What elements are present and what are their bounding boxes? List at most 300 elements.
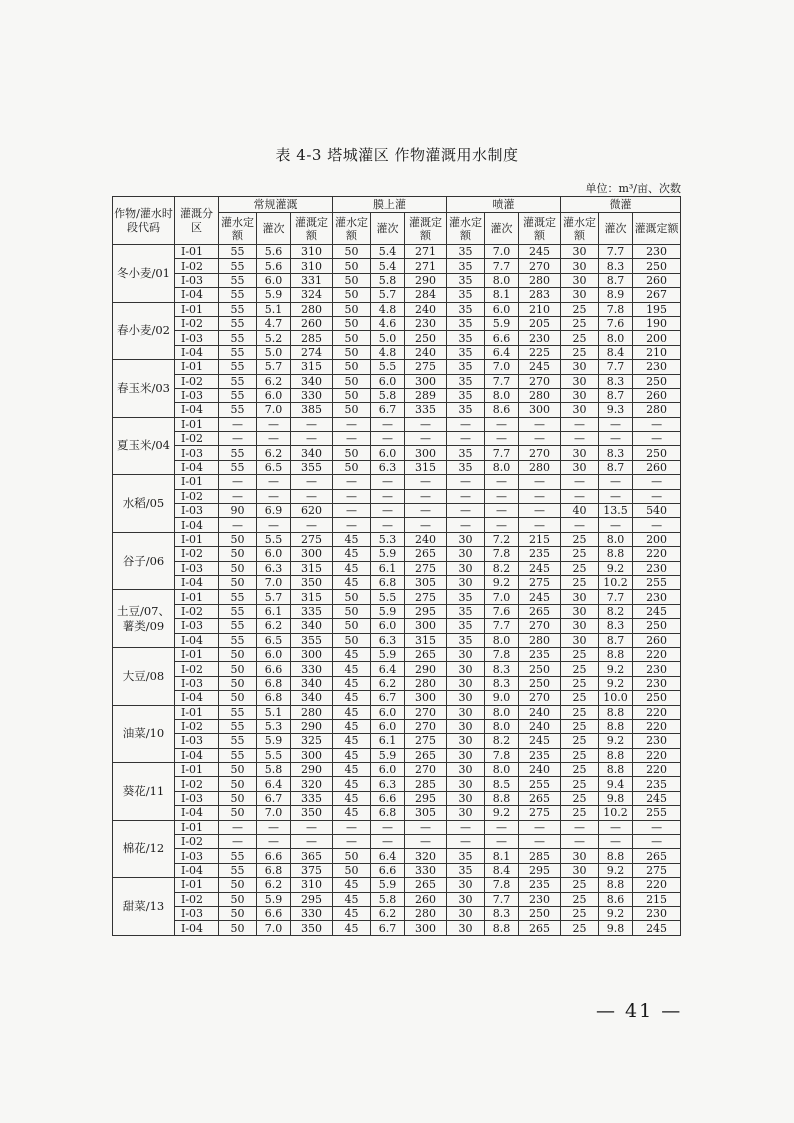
zone-cell: Ⅰ-04 [175,921,219,935]
table-row [113,906,681,920]
value-cell: 25 [561,878,599,892]
value-cell: 4.8 [371,345,405,359]
value-cell: 30 [561,590,599,604]
zone-cell: Ⅰ-02 [175,316,219,330]
value-cell: 6.4 [257,777,291,791]
value-cell: 7.8 [485,547,519,561]
value-cell: 274 [291,345,333,359]
value-cell: 35 [447,590,485,604]
header-sub: 灌溉定额 [519,213,561,245]
value-cell: — [485,417,519,431]
value-cell: — [519,504,561,518]
value-cell: 245 [633,791,681,805]
value-cell: 8.3 [599,619,633,633]
value-cell: 331 [291,273,333,287]
value-cell: 300 [291,647,333,661]
value-cell: 220 [633,748,681,762]
value-cell: 30 [447,662,485,676]
value-cell: 265 [519,921,561,935]
value-cell: 9.2 [599,734,633,748]
value-cell: 8.0 [485,633,519,647]
value-cell: — [291,475,333,489]
value-cell: — [333,820,371,834]
value-cell: 55 [219,388,257,402]
value-cell: 355 [291,633,333,647]
value-cell: 50 [333,273,371,287]
value-cell: 260 [633,460,681,474]
value-cell: — [599,835,633,849]
value-cell: 5.4 [371,245,405,259]
table-row [113,676,681,690]
value-cell: — [333,475,371,489]
value-cell: 280 [519,460,561,474]
value-cell: — [371,432,405,446]
zone-cell: Ⅰ-04 [175,691,219,705]
value-cell: 275 [633,863,681,877]
value-cell: 9.2 [599,906,633,920]
value-cell: 235 [519,547,561,561]
table-row [113,561,681,575]
value-cell: — [519,489,561,503]
zone-cell: Ⅰ-03 [175,734,219,748]
value-cell: 8.8 [599,547,633,561]
value-cell: 250 [519,906,561,920]
value-cell: 6.0 [485,302,519,316]
value-cell: 55 [219,633,257,647]
value-cell: 295 [405,604,447,618]
value-cell: 45 [333,575,371,589]
value-cell: 250 [633,691,681,705]
value-cell: 5.8 [371,892,405,906]
value-cell: 315 [291,360,333,374]
value-cell: 6.2 [257,374,291,388]
value-cell: — [405,432,447,446]
value-cell: 375 [291,863,333,877]
value-cell: 270 [405,763,447,777]
value-cell: 8.0 [485,273,519,287]
value-cell: — [519,417,561,431]
value-cell: 35 [447,604,485,618]
value-cell: 35 [447,316,485,330]
value-cell: — [291,820,333,834]
table-row [113,547,681,561]
crop-name: 冬小麦/01 [113,245,175,303]
value-cell: 6.0 [371,446,405,460]
table-row [113,245,681,259]
zone-cell: Ⅰ-01 [175,763,219,777]
value-cell: 8.2 [599,604,633,618]
value-cell: 8.3 [485,906,519,920]
zone-cell: Ⅰ-03 [175,906,219,920]
value-cell: 45 [333,676,371,690]
value-cell: 245 [519,561,561,575]
zone-cell: Ⅰ-01 [175,475,219,489]
value-cell: 5.5 [371,590,405,604]
value-cell: 45 [333,806,371,820]
value-cell: 55 [219,259,257,273]
zone-cell: Ⅰ-04 [175,806,219,820]
table-row [113,633,681,647]
value-cell: 30 [561,388,599,402]
value-cell: 6.8 [371,806,405,820]
table-row [113,374,681,388]
value-cell: 30 [561,619,599,633]
value-cell: 5.1 [257,705,291,719]
value-cell: 220 [633,547,681,561]
value-cell: 270 [405,705,447,719]
value-cell: 300 [519,403,561,417]
table-row [113,345,681,359]
value-cell: — [291,417,333,431]
value-cell: 8.4 [485,863,519,877]
value-cell: 30 [561,460,599,474]
value-cell: 35 [447,460,485,474]
value-cell: 55 [219,302,257,316]
value-cell: 50 [333,590,371,604]
value-cell: 8.1 [485,849,519,863]
value-cell: — [219,835,257,849]
value-cell: 280 [519,633,561,647]
value-cell: 25 [561,532,599,546]
value-cell: 8.7 [599,273,633,287]
value-cell: — [519,835,561,849]
value-cell: 8.8 [599,849,633,863]
value-cell: 55 [219,331,257,345]
value-cell: 270 [519,446,561,460]
value-cell: 25 [561,719,599,733]
value-cell: 45 [333,647,371,661]
value-cell: — [257,518,291,532]
value-cell: 230 [633,906,681,920]
zone-cell: Ⅰ-01 [175,532,219,546]
value-cell: 30 [447,892,485,906]
table-row [113,575,681,589]
value-cell: — [257,820,291,834]
value-cell: 230 [519,892,561,906]
table-row [113,532,681,546]
value-cell: 35 [447,863,485,877]
value-cell: 6.2 [371,906,405,920]
crop-name: 夏玉米/04 [113,417,175,475]
value-cell: 45 [333,705,371,719]
value-cell: 35 [447,345,485,359]
value-cell: 5.5 [257,748,291,762]
value-cell: — [405,504,447,518]
value-cell: 5.5 [257,532,291,546]
value-cell: — [405,835,447,849]
value-cell: 300 [291,547,333,561]
value-cell: 9.4 [599,777,633,791]
crop-name: 油菜/10 [113,705,175,763]
value-cell: 8.1 [485,288,519,302]
value-cell: 6.7 [371,691,405,705]
value-cell: 5.1 [257,302,291,316]
value-cell: 355 [291,460,333,474]
value-cell: 275 [519,806,561,820]
value-cell: 25 [561,316,599,330]
value-cell: 315 [291,590,333,604]
zone-cell: Ⅰ-03 [175,561,219,575]
value-cell: 215 [633,892,681,906]
value-cell: — [485,475,519,489]
value-cell: 8.0 [485,460,519,474]
value-cell: 30 [447,676,485,690]
value-cell: 55 [219,245,257,259]
table-row [113,835,681,849]
value-cell: 6.0 [257,647,291,661]
value-cell: 230 [633,590,681,604]
value-cell: 6.0 [371,374,405,388]
value-cell: 7.0 [485,245,519,259]
value-cell: 50 [219,878,257,892]
value-cell: 50 [333,374,371,388]
value-cell: 300 [405,446,447,460]
value-cell: 5.6 [257,245,291,259]
value-cell: — [257,417,291,431]
value-cell: 7.7 [599,245,633,259]
value-cell: 30 [447,906,485,920]
value-cell: 35 [447,374,485,388]
zone-cell: Ⅰ-01 [175,878,219,892]
value-cell: 25 [561,345,599,359]
value-cell: 30 [447,806,485,820]
value-cell: 315 [405,633,447,647]
value-cell: 5.8 [371,273,405,287]
value-cell: 9.2 [599,676,633,690]
value-cell: 265 [405,547,447,561]
value-cell: 190 [633,316,681,330]
value-cell: 7.7 [485,892,519,906]
value-cell: 350 [291,806,333,820]
value-cell: 9.2 [599,863,633,877]
value-cell: 25 [561,705,599,719]
value-cell: 8.5 [485,777,519,791]
value-cell: 30 [561,245,599,259]
value-cell: 280 [291,302,333,316]
value-cell: 284 [405,288,447,302]
table-row [113,878,681,892]
table-row [113,604,681,618]
value-cell: 55 [219,360,257,374]
zone-cell: Ⅰ-04 [175,518,219,532]
value-cell: 55 [219,734,257,748]
value-cell: 260 [633,633,681,647]
table-row [113,763,681,777]
header-group-micro: 微灌 [561,197,681,213]
table-row [113,662,681,676]
value-cell: 280 [405,906,447,920]
value-cell: 25 [561,547,599,561]
value-cell: 50 [219,791,257,805]
value-cell: 340 [291,619,333,633]
value-cell: 35 [447,288,485,302]
value-cell: 30 [447,748,485,762]
value-cell: 265 [405,748,447,762]
value-cell: 8.6 [485,403,519,417]
value-cell: 6.4 [485,345,519,359]
value-cell: 6.7 [257,791,291,805]
value-cell: 255 [633,806,681,820]
value-cell: 8.3 [599,259,633,273]
value-cell: 6.8 [371,575,405,589]
value-cell: 30 [561,288,599,302]
value-cell: 45 [333,547,371,561]
value-cell: 245 [519,360,561,374]
header-sub: 灌水定额 [447,213,485,245]
value-cell: 8.2 [485,734,519,748]
value-cell: 6.3 [257,561,291,575]
value-cell: 50 [219,921,257,935]
zone-cell: Ⅰ-01 [175,245,219,259]
value-cell: — [519,475,561,489]
value-cell: 250 [633,446,681,460]
crop-name: 葵花/11 [113,763,175,821]
value-cell: 8.0 [485,763,519,777]
value-cell: 35 [447,273,485,287]
value-cell: 7.7 [599,360,633,374]
zone-cell: Ⅰ-01 [175,360,219,374]
table-row [113,475,681,489]
value-cell: 335 [291,604,333,618]
value-cell: 8.0 [599,532,633,546]
value-cell: 340 [291,374,333,388]
value-cell: 5.7 [257,590,291,604]
header-crop: 作物/灌水时段代码 [113,197,175,245]
value-cell: — [371,518,405,532]
zone-cell: Ⅰ-02 [175,489,219,503]
value-cell: 6.5 [257,460,291,474]
value-cell: 6.0 [257,273,291,287]
value-cell: — [561,835,599,849]
value-cell: 55 [219,604,257,618]
value-cell: — [405,417,447,431]
value-cell: 300 [405,691,447,705]
value-cell: 50 [333,633,371,647]
value-cell: 260 [633,388,681,402]
value-cell: — [447,504,485,518]
value-cell: — [599,489,633,503]
value-cell: 55 [219,460,257,474]
value-cell: 6.2 [257,878,291,892]
value-cell: 320 [405,849,447,863]
table-row [113,619,681,633]
value-cell: 50 [333,863,371,877]
value-cell: — [371,820,405,834]
value-cell: — [599,417,633,431]
value-cell: 220 [633,763,681,777]
value-cell: 260 [405,892,447,906]
zone-cell: Ⅰ-04 [175,575,219,589]
value-cell: 30 [447,878,485,892]
value-cell: 10.2 [599,806,633,820]
value-cell: 6.0 [371,763,405,777]
zone-cell: Ⅰ-02 [175,374,219,388]
value-cell: 275 [405,360,447,374]
zone-cell: Ⅰ-02 [175,259,219,273]
value-cell: 30 [447,921,485,935]
value-cell: — [219,432,257,446]
value-cell: 280 [519,273,561,287]
value-cell: 220 [633,878,681,892]
value-cell: 35 [447,360,485,374]
value-cell: 7.7 [485,619,519,633]
value-cell: 55 [219,273,257,287]
value-cell: 5.7 [257,360,291,374]
value-cell: 295 [291,892,333,906]
value-cell: 7.7 [485,374,519,388]
value-cell: 250 [633,619,681,633]
value-cell: — [561,489,599,503]
value-cell: 8.3 [599,374,633,388]
value-cell: 4.8 [371,302,405,316]
value-cell: 6.5 [257,633,291,647]
value-cell: 5.9 [371,604,405,618]
value-cell: 6.6 [371,791,405,805]
value-cell: — [561,475,599,489]
value-cell: 324 [291,288,333,302]
value-cell: — [447,835,485,849]
value-cell: 6.4 [371,662,405,676]
header-sub: 灌次 [599,213,633,245]
value-cell: 330 [291,388,333,402]
value-cell: 30 [561,273,599,287]
zone-cell: Ⅰ-03 [175,791,219,805]
value-cell: 35 [447,446,485,460]
value-cell: 5.8 [257,763,291,777]
value-cell: 35 [447,849,485,863]
value-cell: 7.8 [485,647,519,661]
value-cell: — [257,835,291,849]
value-cell: 240 [405,302,447,316]
value-cell: 7.0 [257,575,291,589]
zone-cell: Ⅰ-03 [175,676,219,690]
value-cell: — [371,504,405,518]
value-cell: 30 [561,446,599,460]
zone-cell: Ⅰ-01 [175,705,219,719]
value-cell: 7.0 [257,806,291,820]
value-cell: 5.4 [371,259,405,273]
value-cell: 255 [519,777,561,791]
value-cell: 225 [519,345,561,359]
value-cell: — [219,518,257,532]
value-cell: 230 [633,734,681,748]
value-cell: 9.8 [599,791,633,805]
value-cell: 9.2 [485,806,519,820]
value-cell: 50 [333,245,371,259]
table-row [113,806,681,820]
value-cell: 5.9 [257,734,291,748]
value-cell: — [447,518,485,532]
value-cell: 230 [633,676,681,690]
crop-name: 春玉米/03 [113,360,175,418]
zone-cell: Ⅰ-03 [175,331,219,345]
value-cell: 265 [519,791,561,805]
value-cell: — [599,820,633,834]
value-cell: — [599,475,633,489]
value-cell: 283 [519,288,561,302]
value-cell: 7.0 [485,590,519,604]
value-cell: 55 [219,863,257,877]
value-cell: 13.5 [599,504,633,518]
table-body [113,245,681,936]
value-cell: 35 [447,259,485,273]
value-cell: 280 [405,676,447,690]
value-cell: 285 [519,849,561,863]
value-cell: 235 [519,748,561,762]
table-row [113,331,681,345]
value-cell: 6.7 [371,921,405,935]
value-cell: 45 [333,532,371,546]
